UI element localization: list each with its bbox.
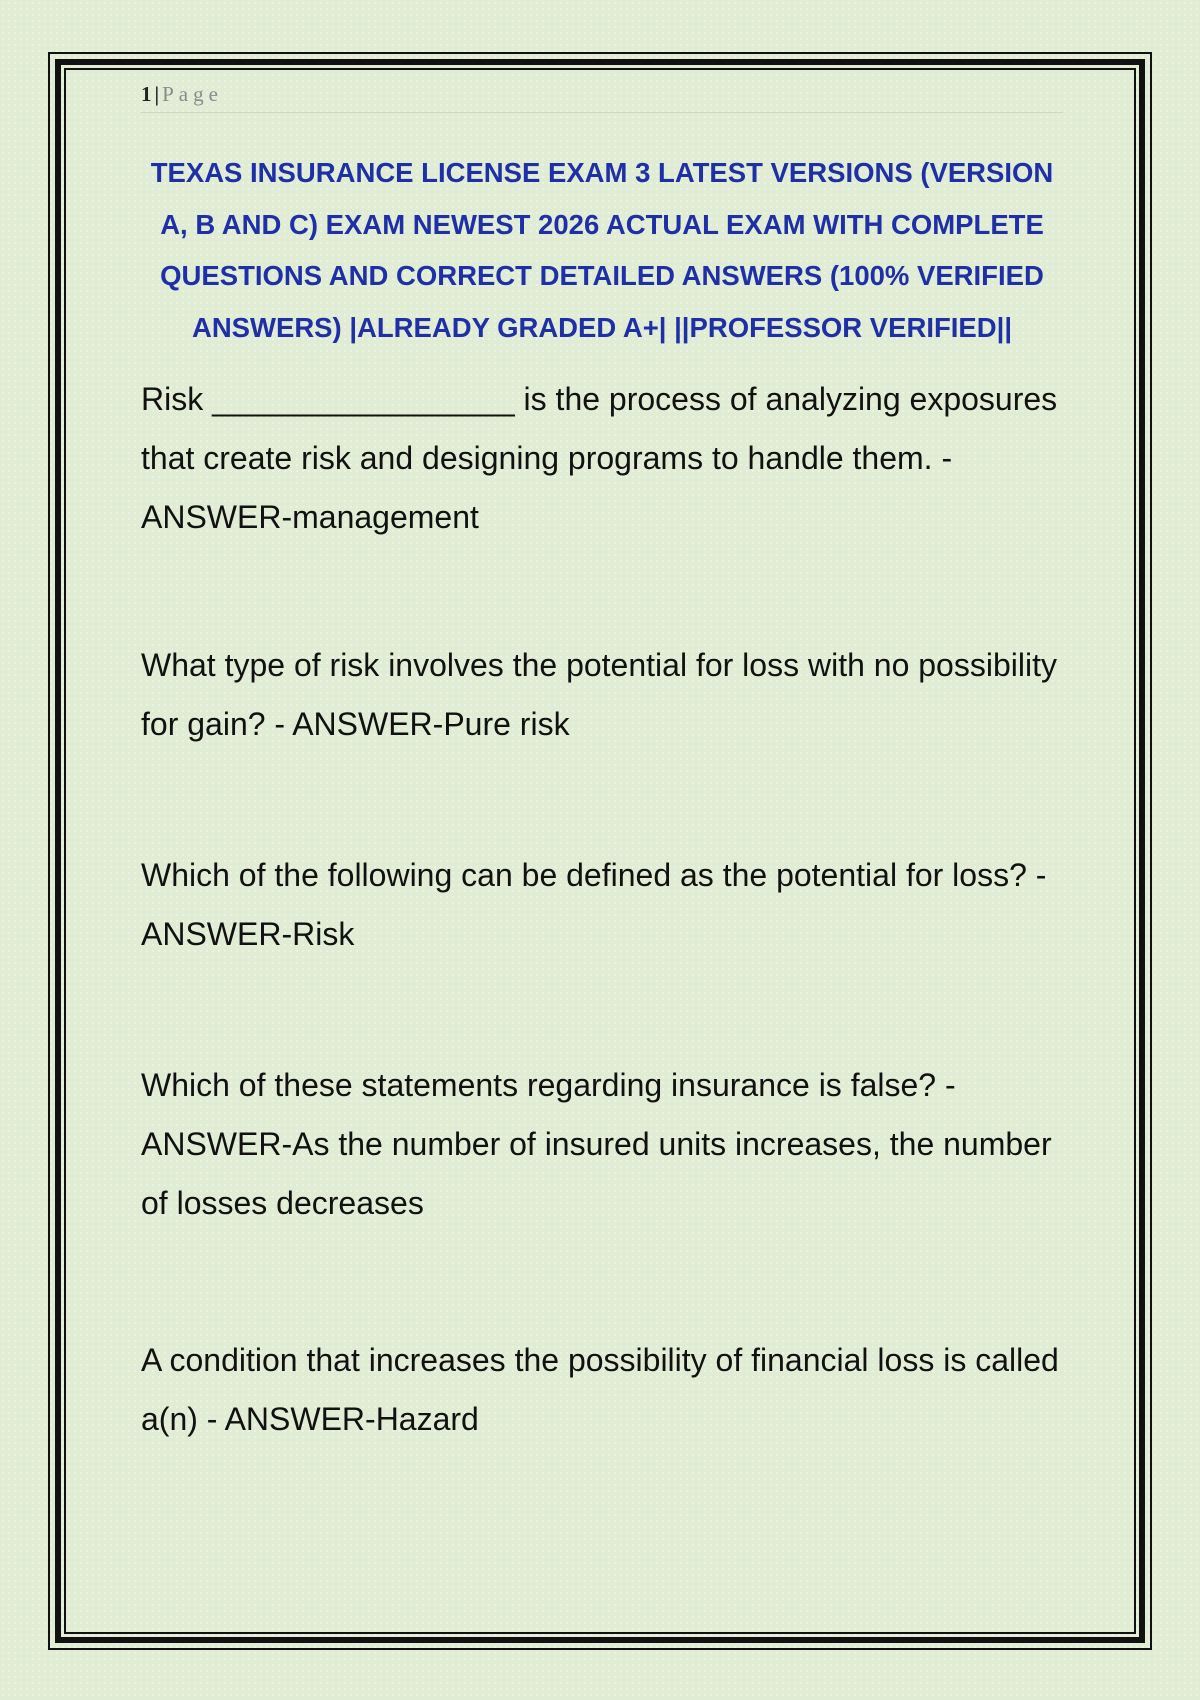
page-label: Page	[162, 82, 223, 106]
page-header	[141, 80, 1063, 113]
page-number: 1	[141, 82, 152, 106]
qa-list	[141, 370, 1063, 1523]
qa-item: Which of these statements regarding insurance is false? - ANSWER-As the number of insured units increases, the number of losses decreases	[141, 1067, 1052, 1221]
document-title: TEXAS INSURANCE LICENSE EXAM 3 LATEST VERSIONS (VERSION A, B AND C) EXAM NEWEST 2026 ACTUAL EXAM WITH COMPLETE QUESTIONS AND CORRECT DETAILED ANSWERS (100% VERIFIED ANSWERS) |ALREADY GRADED A+| ||PROFESSOR VERIFIED||	[150, 157, 1054, 343]
qa-item: Which of the following can be defined as the potential for loss? - ANSWER-Risk	[141, 857, 1047, 952]
page-separator: |	[154, 82, 160, 106]
qa-item: A condition that increases the possibility of financial loss is called a(n) - ANSWER-Hazard	[141, 1342, 1059, 1437]
qa-item: Risk _________________ is the process of analyzing exposures that create risk and designing programs to handle them. - ANSWER-management	[141, 381, 1058, 535]
qa-item: What type of risk involves the potential for loss with no possibility for gain? - ANSWER-Pure risk	[141, 647, 1057, 742]
